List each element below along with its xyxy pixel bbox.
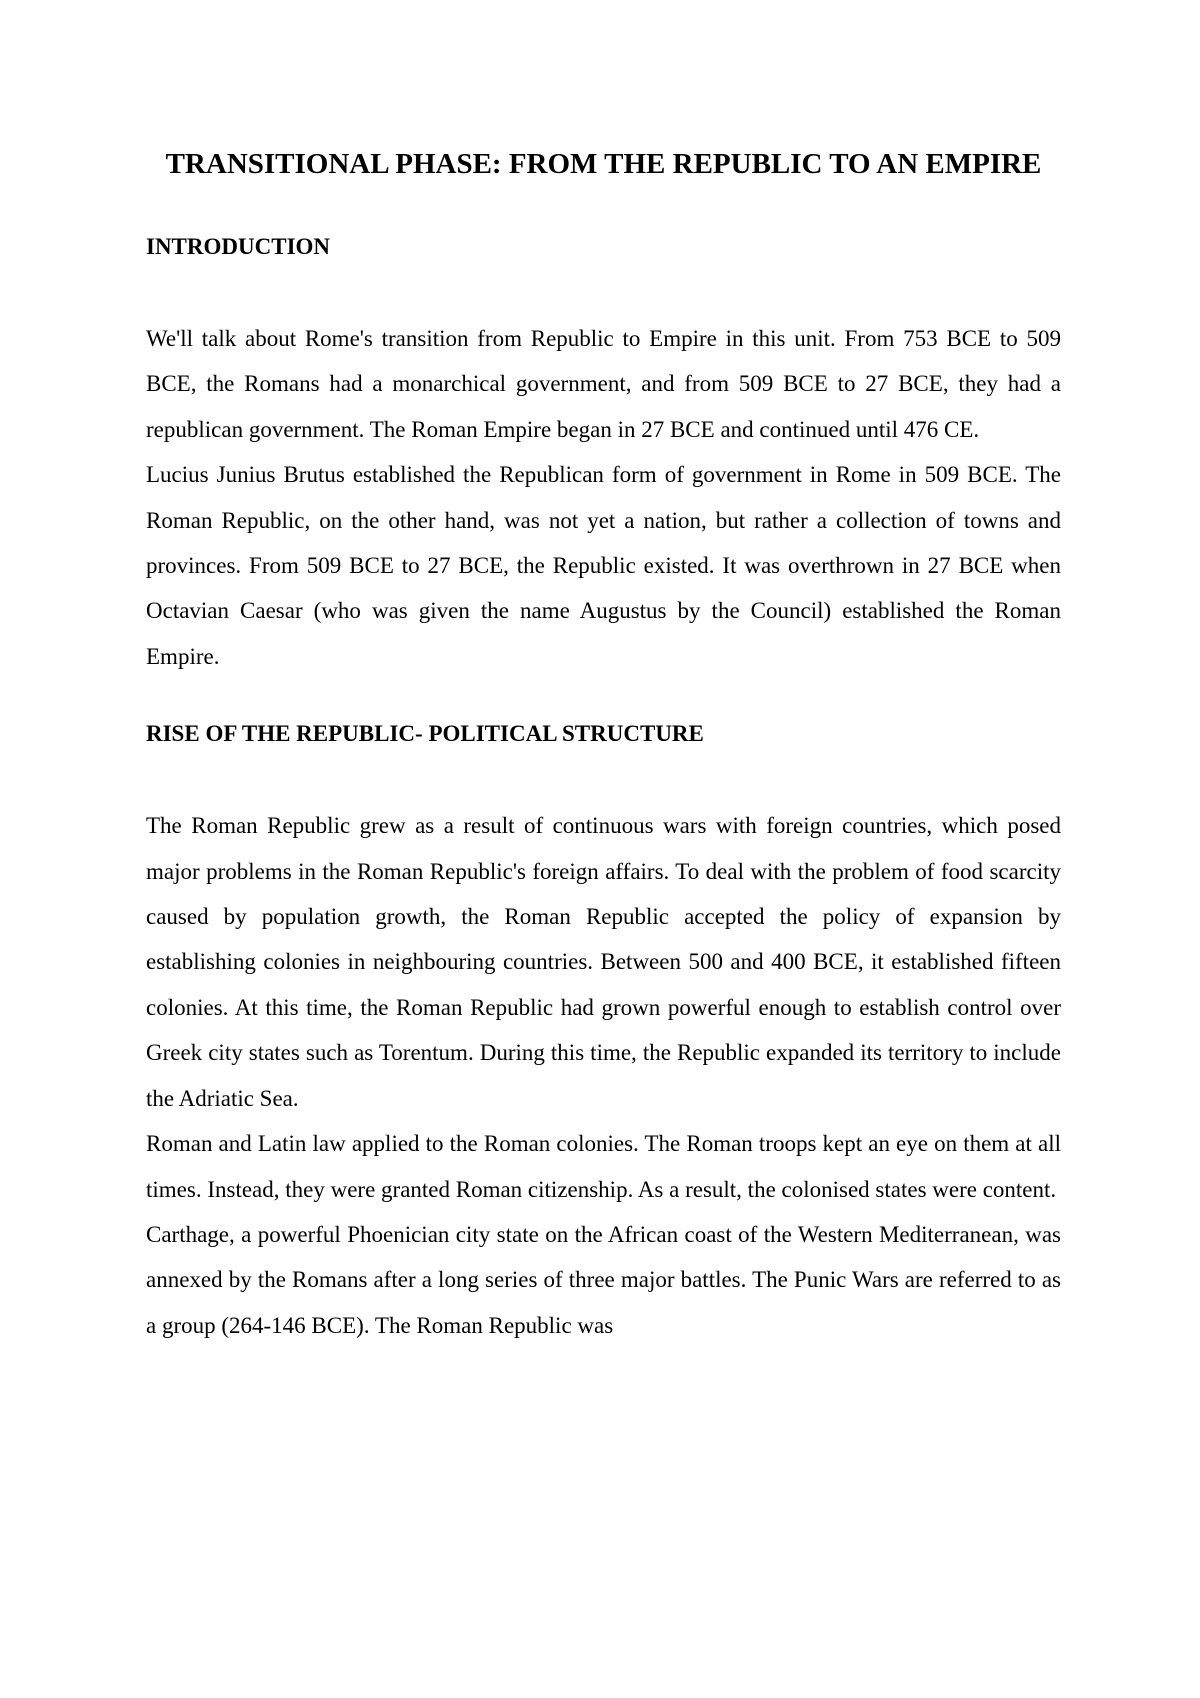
rise-paragraph-1: The Roman Republic grew as a result of continuous wars with foreign countries, which posed major problems in the Roman Republic's foreign affairs. To deal with the problem of food scarcity caused by population growth, the Roman Republic accepted the policy of expansion by establishing colonies in neighbouring countries. Between 500 and 400 BCE, it established fifteen colonies. At this time, the Roman Republic had grown powerful enough to establish control over Greek city states such as Torentum. During this time, the Republic expanded its territory to include the Adriatic Sea. — [146, 813, 1061, 1111]
document-title: TRANSITIONAL PHASE: FROM THE REPUBLIC TO AN EMPIRE — [165, 148, 1042, 180]
introduction-paragraph-2: Lucius Junius Brutus established the Republican form of government in Rome in 509 BCE. The Roman Republic, on the other hand, was not yet a nation, but rather a collection of towns and provinces. From 509 BCE to 27 BCE, the Republic existed. It was overthrown in 27 BCE when Octavian Caesar (who was given the name Augustus by the Council) established the Roman Empire. — [146, 462, 1061, 669]
rise-paragraph-2: Roman and Latin law applied to the Roman colonies. The Roman troops kept an eye on them at all times. Instead, they were granted Roman citizenship. As a result, the colonised states were content. — [146, 1131, 1061, 1202]
rise-paragraph-3: Carthage, a powerful Phoenician city state on the African coast of the Western Mediterranean, was annexed by the Romans after a long series of three major battles. The Punic Wars are referred to as a group (264-146 BCE). The Roman Republic was — [146, 1221, 1061, 1338]
introduction-paragraph-1: We'll talk about Rome's transition from Republic to Empire in this unit. From 753 BCE to 509 BCE, the Romans had a monarchical government, and from 509 BCE to 27 BCE, they had a republican government. The Roman Empire began in 27 BCE and continued until 476 CE. — [146, 326, 1061, 442]
section-heading-rise-of-republic: RISE OF THE REPUBLIC- POLITICAL STRUCTURE — [146, 721, 704, 747]
section-heading-introduction: INTRODUCTION — [146, 234, 331, 259]
document-body — [146, 142, 1061, 1348]
